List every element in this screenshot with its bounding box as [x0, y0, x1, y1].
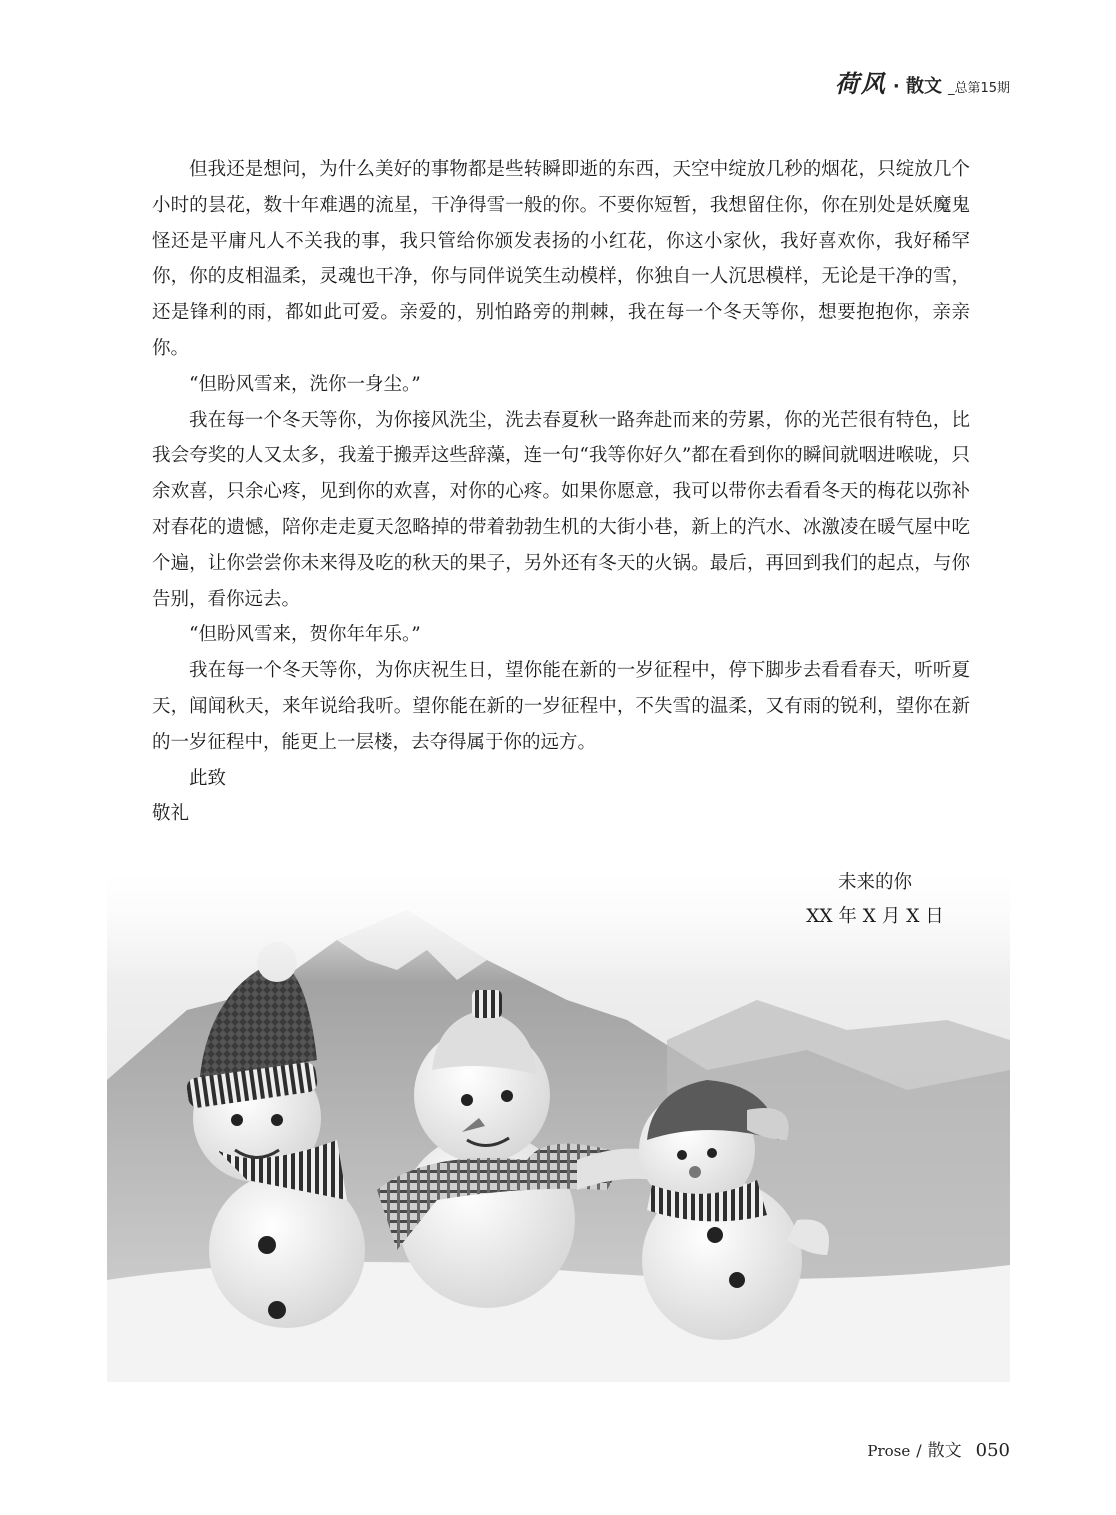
- page-footer: [867, 1436, 1010, 1461]
- footer-section-en: Prose: [867, 1442, 911, 1460]
- signature-date: XX 年 X 月 X 日: [806, 906, 944, 927]
- quote-line: “但盼风雪来，贺你年年乐。”: [189, 624, 421, 646]
- paragraph: 我在每一个冬天等你，为你接风洗尘，洗去春夏秋一路奔赴而来的劳累，你的光芒很有特色，比我会夸奖的人又太多，我羞于搬弄这些辞藻，连一句“我等你好久”都在看到你的瞬间就咽进喉咙，只余欢喜，只余心疼，见到你的欢喜，对你的心疼。如果你愿意，我可以带你去看看冬天的梅花以弥补对春花的遗憾，陪你走走夏天忽略掉的带着勃勃生机的大街小巷，新上的汽水、冰激凌在暖气屋中吃个遍，让你尝尝你未来得及吃的秋天的果子，另外还有冬天的火锅。最后，再回到我们的起点，与你告别，看你远去。: [152, 409, 970, 610]
- footer-section-zh: 散文: [927, 1441, 962, 1461]
- snowmen-photo: [107, 870, 1010, 1382]
- quote-line: “但盼风雪来，洗你一身尘。”: [189, 373, 421, 395]
- signature-block: [800, 866, 950, 934]
- issue-number: _总第15期: [947, 81, 1010, 96]
- snowmen-illustration: [107, 870, 1010, 1382]
- running-header: [835, 64, 1010, 99]
- page-number: 050: [975, 1440, 1010, 1461]
- signature-name: 未来的你: [837, 872, 912, 893]
- paragraph: 但我还是想问，为什么美好的事物都是些转瞬即逝的东西，天空中绽放几秒的烟花，只绽放几个小时的昙花，数十年难遇的流星，干净得雪一般的你。不要你短暂，我想留住你，你在别处是妖魔鬼怪还是平庸凡人不关我的事，我只管给你颁发表扬的小红花，你这小家伙，我好喜欢你，我好稀罕你，你的皮相温柔，灵魂也干净，你与同伴说笑生动模样，你独自一人沉思模样，无论是干净的雪，还是锋利的雨，都如此可爱。亲爱的，别怕路旁的荆棘，我在每一个冬天等你，想要抱抱你，亲亲你。: [152, 159, 970, 359]
- paragraph: 我在每一个冬天等你，为你庆祝生日，望你能在新的一岁征程中，停下脚步去看看春天，听听夏天，闻闻秋天，来年说给我听。望你能在新的一岁征程中，不失雪的温柔，又有雨的锐利，望你在新的一岁征程中，能更上一层楼，去夺得属于你的远方。: [152, 660, 970, 753]
- section-label: · 散文: [892, 76, 942, 97]
- salutation-line: 此致: [189, 767, 227, 789]
- closing-line: 敬礼: [152, 803, 190, 825]
- magazine-logo: 荷风: [834, 69, 887, 98]
- article-body: [152, 152, 970, 832]
- footer-separator: /: [916, 1441, 922, 1460]
